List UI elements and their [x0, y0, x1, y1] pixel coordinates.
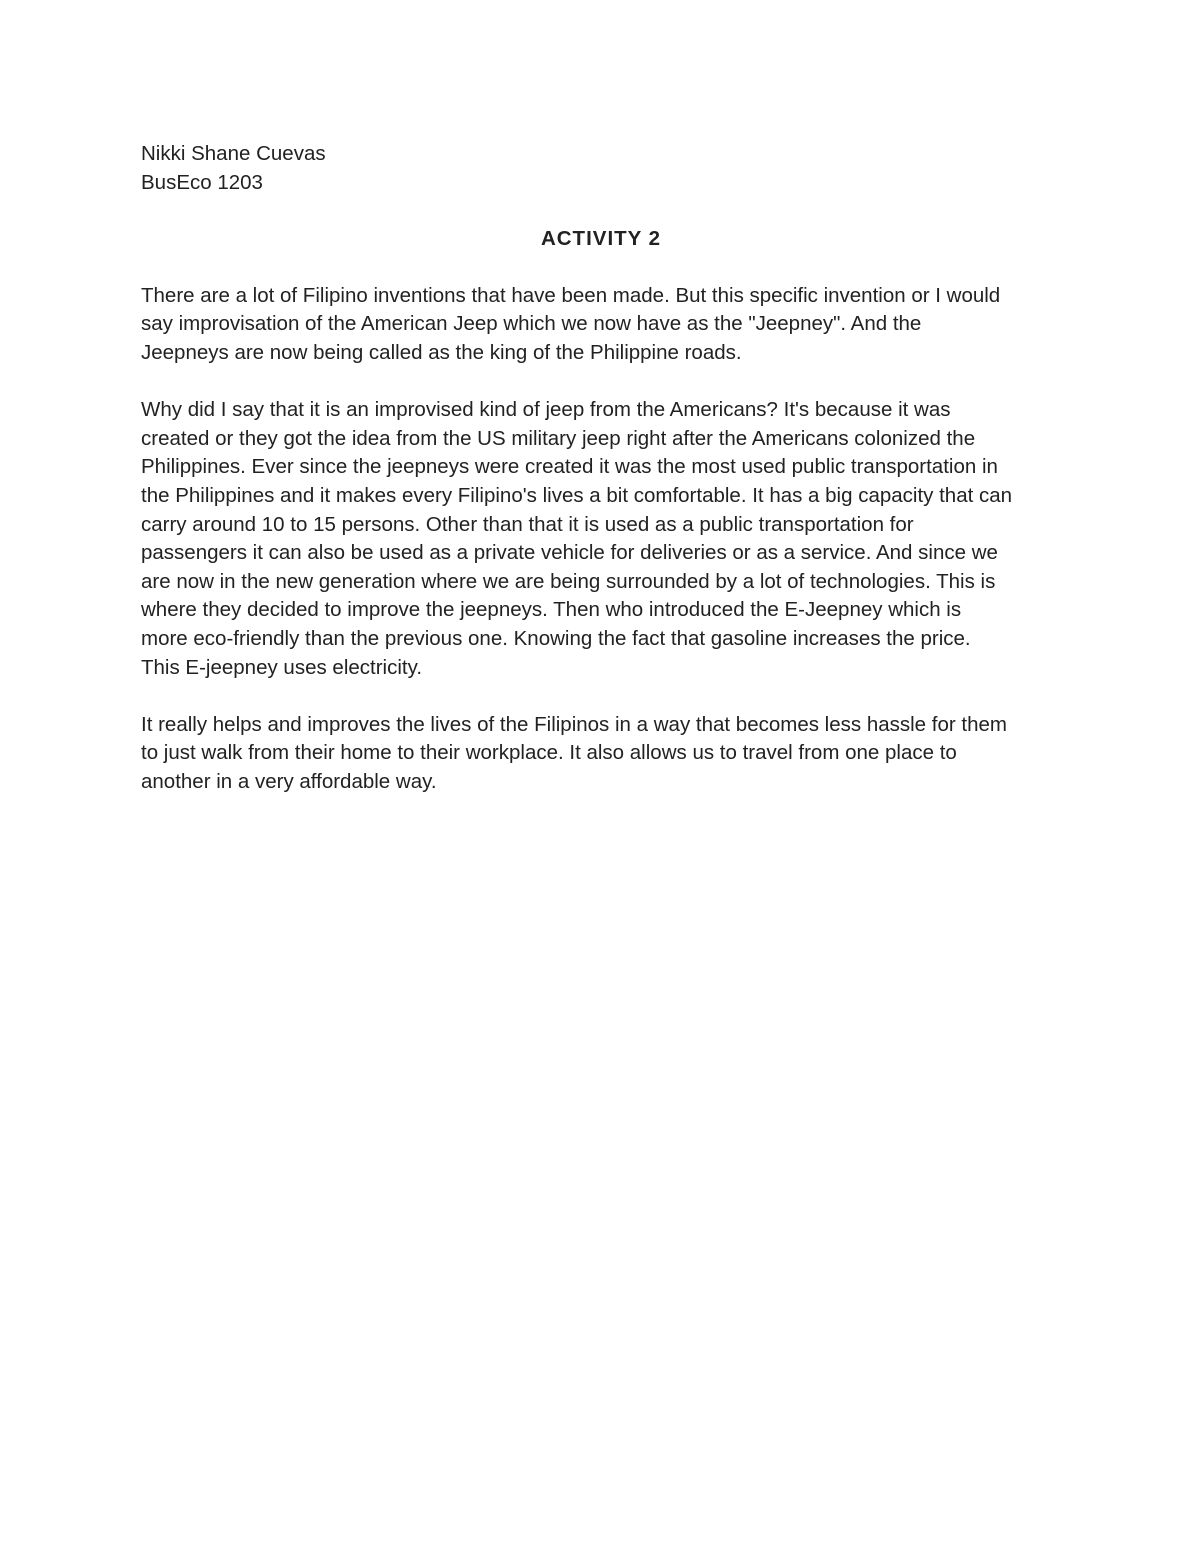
paragraph-line: where they decided to improve the jeepneys. Then who introduced the E-Jeepney which is — [141, 598, 962, 622]
paragraph-line: Jeepneys are now being called as the king of the Philippine roads. — [141, 340, 742, 364]
author-name: Nikki Shane Cuevas — [141, 142, 326, 165]
paragraph-line: the Philippines and it makes every Filipino's lives a bit comfortable. It has a big capacity that can — [141, 483, 1013, 507]
paragraph-line: say improvisation of the American Jeep which we now have as the "Jeepney". And the — [141, 312, 922, 336]
course-code: BusEco 1203 — [141, 170, 263, 194]
document-title: ACTIVITY 2 — [540, 227, 662, 251]
paragraph-line: more eco-friendly than the previous one. Knowing the fact that gasoline increases the price. — [141, 626, 971, 650]
paragraph-line: carry around 10 to 15 persons. Other than that it is used as a public transportation for — [141, 512, 914, 536]
paragraph-line: another in a very affordable way. — [141, 769, 437, 793]
paragraph-line: This E-jeepney uses electricity. — [141, 655, 423, 679]
paragraph-3 — [141, 711, 1061, 797]
paragraph-line: Philippines. Ever since the jeepneys were created it was the most used public transportation in — [141, 455, 998, 479]
document-body — [141, 140, 1061, 825]
paragraph-1 — [141, 282, 1061, 368]
paragraph-line: to just walk from their home to their workplace. It also allows us to travel from one place to — [141, 741, 957, 765]
paragraph-line: are now in the new generation where we are being surrounded by a lot of technologies. This is — [141, 569, 996, 593]
paragraph-line: created or they got the idea from the US military jeep right after the Americans colonized the — [141, 426, 976, 450]
paragraph-line: passengers it can also be used as a private vehicle for deliveries or as a service. And since we — [141, 541, 998, 565]
paragraph-2 — [141, 396, 1061, 682]
paragraph-line: Why did I say that it is an improvised kind of jeep from the Americans? It's because it was — [141, 398, 951, 422]
paragraph-line: There are a lot of Filipino inventions that have been made. But this specific invention or I would — [141, 283, 1001, 307]
paragraph-line: It really helps and improves the lives of the Filipinos in a way that becomes less hassle for them — [141, 712, 1007, 736]
